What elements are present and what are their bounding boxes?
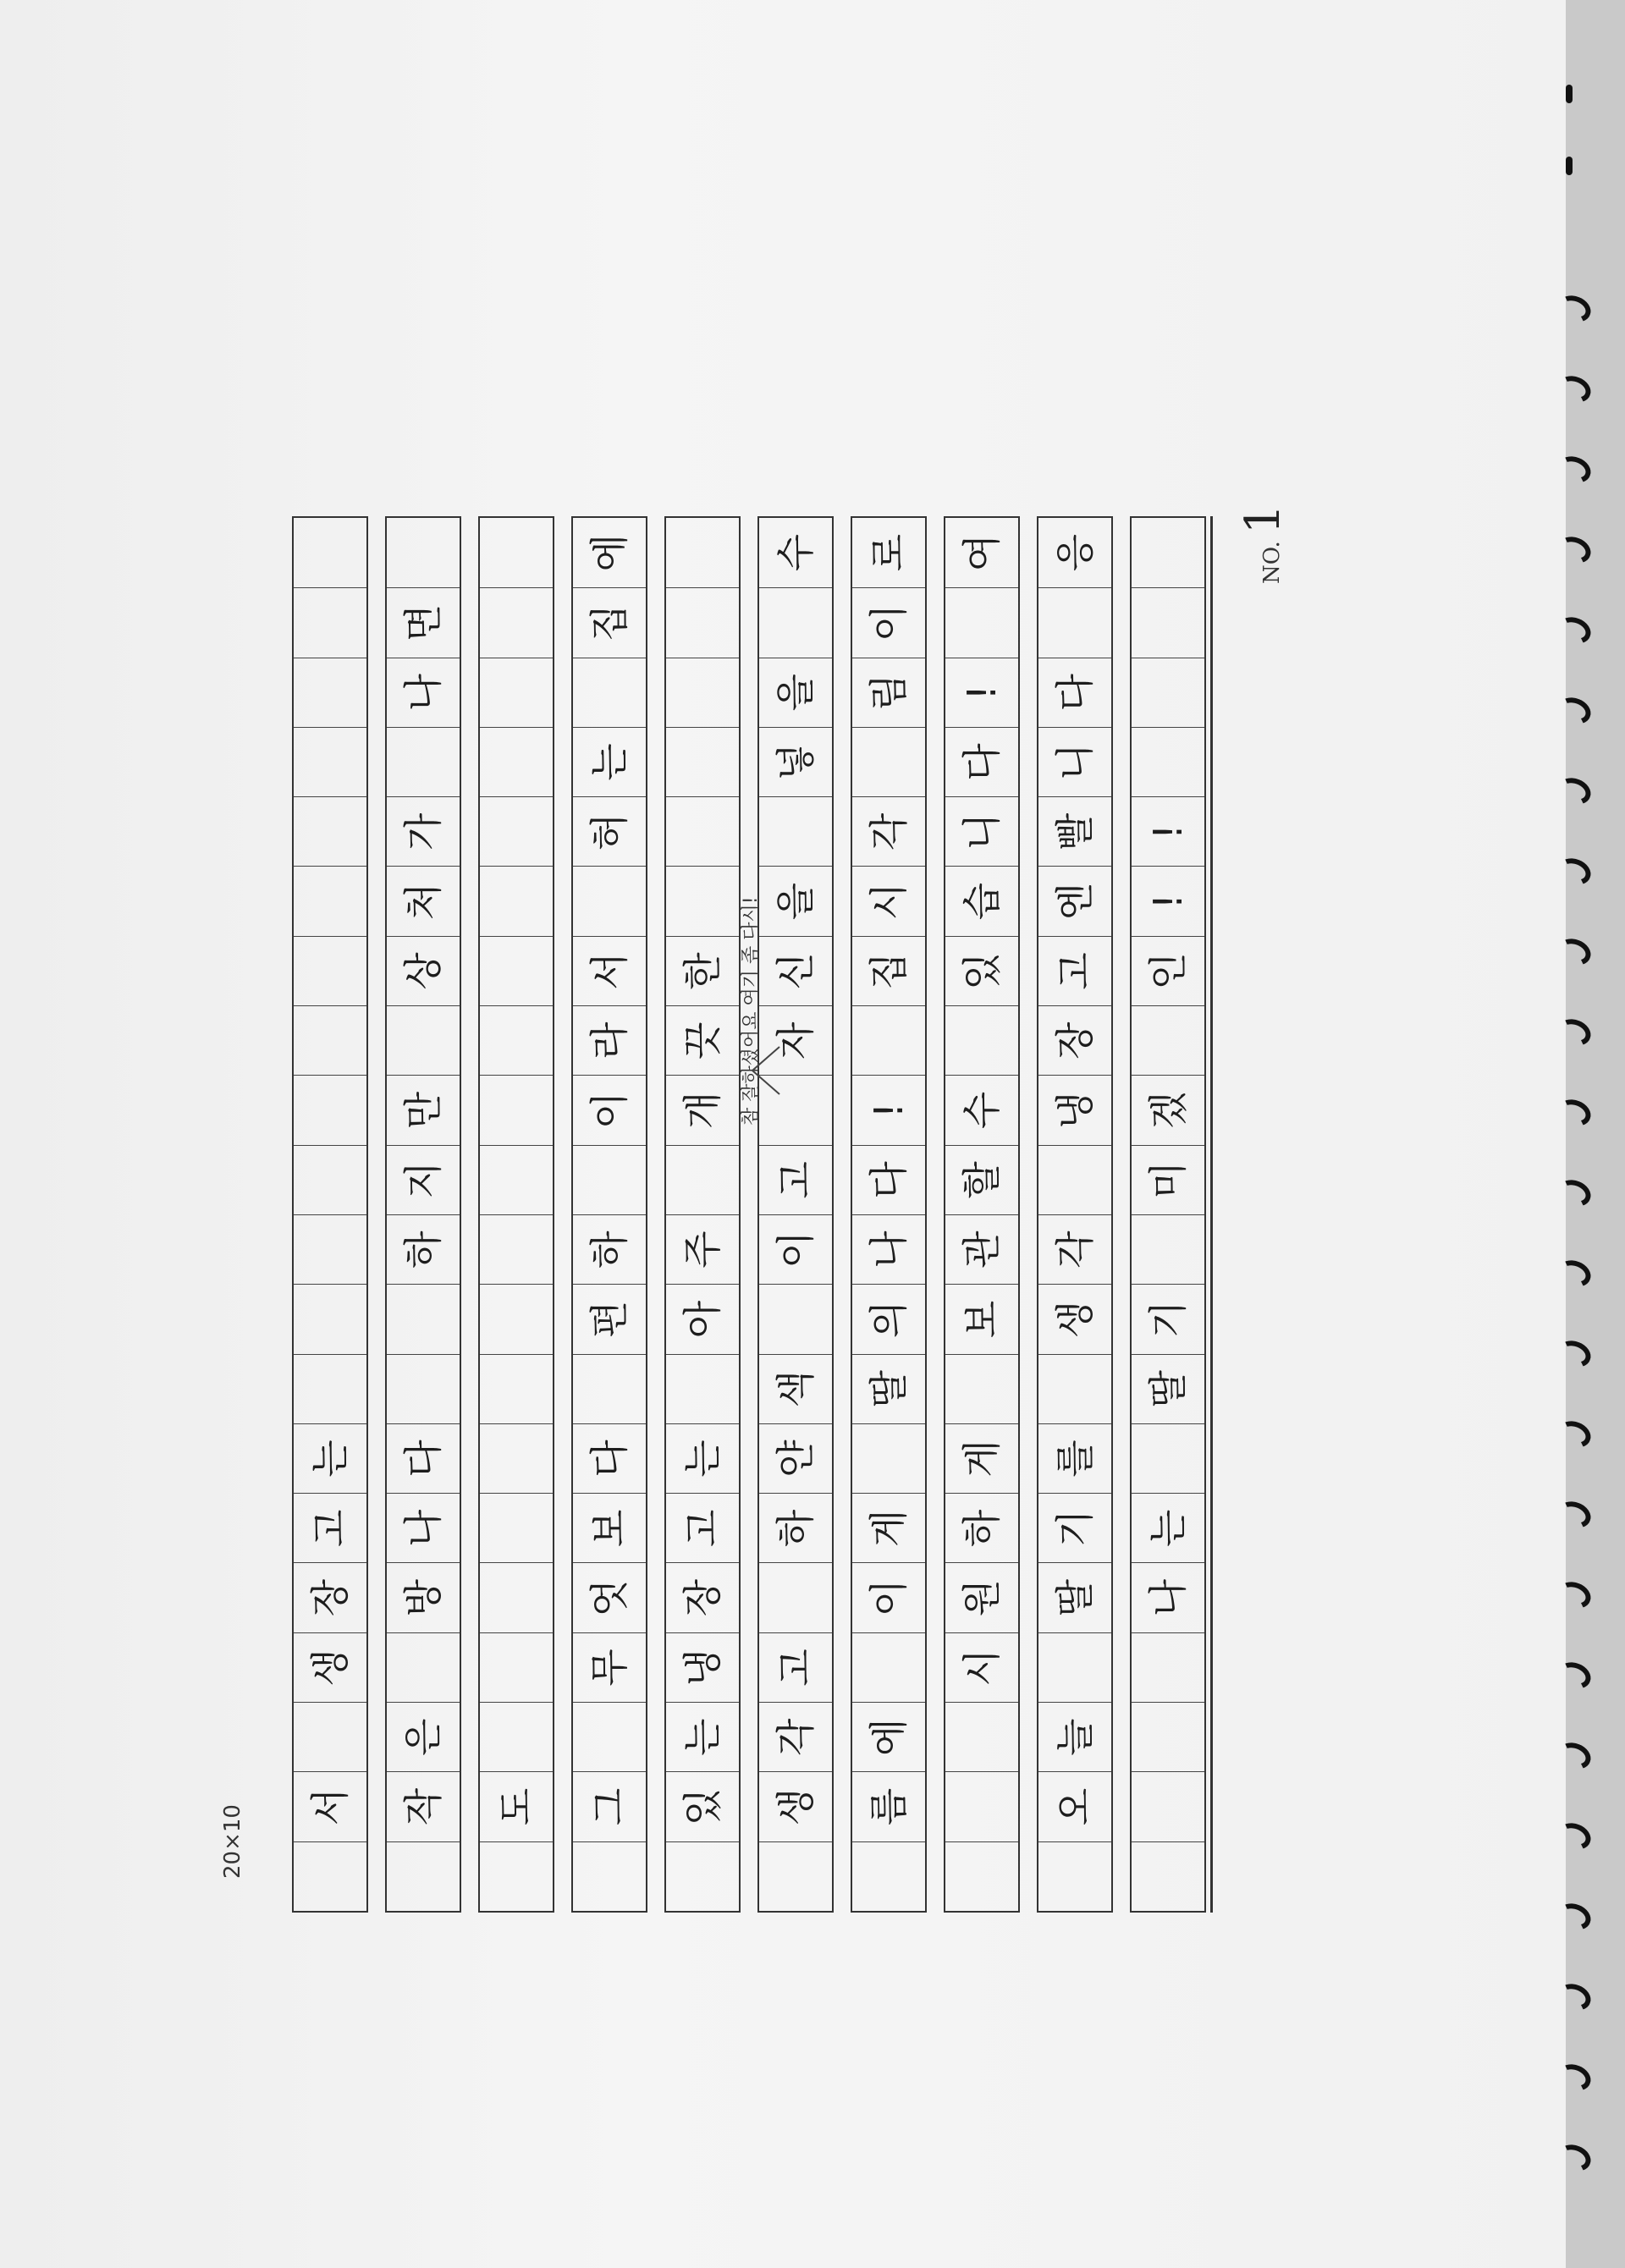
grid-cell [666, 1841, 739, 1911]
grid-cell: 이 [573, 1075, 646, 1144]
grid-cell [573, 658, 646, 727]
grid-cell [480, 867, 553, 936]
grid-row [292, 516, 368, 1913]
grid-cells [1038, 518, 1111, 1911]
grid-cell: 는 [666, 1423, 739, 1493]
grid-cell [1038, 1354, 1111, 1423]
page-number [1236, 504, 1291, 584]
grid-cell [294, 936, 366, 1005]
grid-cell [759, 1563, 832, 1632]
grid-cell [1132, 1702, 1204, 1771]
grid-cell [1038, 587, 1111, 657]
grid-cell: 방 [387, 1563, 460, 1632]
grid-cell [945, 1771, 1018, 1841]
grid-cell: 니 [1038, 727, 1111, 796]
grid-cell: 기 [1132, 1284, 1204, 1353]
grid-cell: 각 [1038, 1214, 1111, 1284]
grid-cell: 응 [1052, 533, 1098, 572]
grid-cell [480, 1075, 553, 1144]
grid-cell [852, 1005, 925, 1075]
grid-cells [294, 518, 366, 1911]
grid-cell [480, 658, 553, 727]
grid-cell [480, 936, 553, 1005]
grid-cell [480, 727, 553, 796]
grid-cell [1132, 1632, 1204, 1702]
grid-cell [294, 1075, 366, 1144]
grid-cell [573, 1702, 646, 1771]
grid-cell [666, 518, 739, 587]
grid-cell [387, 1354, 460, 1423]
grid-cell: 고 [294, 1493, 366, 1562]
grid-cell [1038, 1145, 1111, 1214]
grid-cell: 무 [573, 1632, 646, 1702]
grid-cells [573, 518, 646, 1911]
grid-cell: 작 [387, 1771, 460, 1841]
grid-cell: 이 [852, 1563, 925, 1632]
binding-ring [1554, 1015, 1595, 1050]
grid-cell: 보 [573, 1493, 646, 1562]
grid-cell: 림 [852, 658, 925, 727]
grid-cell: ! [1132, 867, 1204, 936]
grid-cell [294, 1214, 366, 1284]
grid-cell [1132, 1005, 1204, 1075]
grid-cells [945, 518, 1018, 1911]
grid-cell [480, 1284, 553, 1353]
grid-cell: 다 [945, 727, 1018, 796]
grid-cell: 는 [666, 1702, 739, 1771]
grid-cell [480, 1214, 553, 1284]
grid-cell: ! [852, 1075, 925, 1144]
grid-cell: 있 [945, 936, 1018, 1005]
binding-ring [1554, 1819, 1595, 1854]
binding-ring [1554, 613, 1595, 648]
grid-row [1037, 516, 1113, 1913]
grid-cell: 관 [945, 1214, 1018, 1284]
grid-cell: 얀 [759, 1423, 832, 1493]
grid-cell: 집 [573, 587, 646, 657]
grid-cell: 하 [573, 1214, 646, 1284]
grid-cell [294, 1354, 366, 1423]
binding-ring [1554, 2140, 1595, 2176]
grid-cell [480, 1563, 553, 1632]
grid-cells [480, 518, 553, 1911]
grid-cell: 다 [852, 1145, 925, 1214]
grid-cell: 나 [387, 1493, 460, 1562]
grid-cell: 고 [666, 1493, 739, 1562]
grid-cell [1132, 1841, 1204, 1911]
grid-cell: 고 [1038, 936, 1111, 1005]
grid-cell: 각 [759, 1702, 832, 1771]
grid-cell: 각 [852, 796, 925, 866]
grid-cell: 자 [759, 1005, 832, 1075]
binding-ring [1554, 1417, 1595, 1452]
grid-cell [294, 727, 366, 796]
grid-cell: 생 [1038, 1284, 1111, 1353]
grid-cell: 딸 [1132, 1354, 1204, 1423]
grid-cell [294, 518, 366, 587]
grid-cell [666, 727, 739, 796]
spiral-binding [1540, 0, 1625, 2268]
grid-cell [666, 1145, 739, 1214]
grid-cell: 미 [1132, 1145, 1204, 1214]
teacher-edit-note: 참 잘하셨어요 여기 좀 다시! [741, 896, 762, 1126]
grid-cell: 하 [945, 1493, 1018, 1562]
grid-cell [945, 1702, 1018, 1771]
grid-cell: 만 [387, 1075, 460, 1144]
grid-cell [294, 1284, 366, 1353]
grid-cell [945, 1841, 1018, 1911]
grid-cell [852, 1423, 925, 1493]
binding-stub [1566, 85, 1573, 103]
binding-ring [1554, 854, 1595, 889]
grid-cell [573, 1354, 646, 1423]
grid-cell: 라 [573, 1005, 646, 1075]
grid-cell: 를 [1038, 1423, 1111, 1493]
binding-ring [1554, 1256, 1595, 1291]
grid-cell: 가 [387, 796, 460, 866]
grid-cell [387, 518, 460, 587]
grid-cell [387, 1841, 460, 1911]
grid-cell: 하 [387, 1214, 460, 1284]
grid-cell: 을 [759, 658, 832, 727]
grid-cell [1132, 1423, 1204, 1493]
page-number-value: 1 [1236, 504, 1291, 535]
binding-ring [1554, 291, 1595, 327]
insertion-caret-icon [749, 1045, 783, 1096]
grid-cell [480, 1423, 553, 1493]
grid-cell: 신 [759, 936, 832, 1005]
grid-row [664, 516, 741, 1913]
binding-ring [1554, 1577, 1595, 1613]
binding-ring [1554, 452, 1595, 487]
grid-cell [480, 1632, 553, 1702]
grid-cell: 딸 [852, 1354, 925, 1423]
grid-cell: 원 [945, 1563, 1018, 1632]
grid-cell: 겠 [1132, 1075, 1204, 1144]
grid-cell: 면 [387, 587, 460, 657]
grid-cells [666, 518, 739, 1911]
grid-row [571, 516, 647, 1913]
grid-cell: 생 [759, 1771, 832, 1841]
grid-cell [294, 1005, 366, 1075]
grid-cell [945, 587, 1018, 657]
grid-cell [852, 1841, 925, 1911]
grid-cell: 수 [773, 533, 818, 572]
grid-cell [294, 587, 366, 657]
binding-ring [1554, 1738, 1595, 1774]
grid-cell: 오 [1038, 1771, 1111, 1841]
grid-cell: 에 [852, 1702, 925, 1771]
grid-cell [945, 1005, 1018, 1075]
grid-cell [480, 796, 553, 866]
grid-cell: 엔 [1038, 867, 1111, 936]
grid-row [757, 516, 834, 1913]
grid-cell: 냉 [666, 1632, 739, 1702]
grid-cell [294, 867, 366, 936]
grid-cell [480, 1005, 553, 1075]
grid-cell [387, 1005, 460, 1075]
grid-cell: 니 [945, 796, 1018, 866]
grid-cell: 고 [759, 1145, 832, 1214]
binding-ring [1554, 934, 1595, 970]
grid-cell: 늘 [1038, 1702, 1111, 1771]
grid-cell: 나 [387, 658, 460, 727]
grid-cell [480, 587, 553, 657]
grid-row [478, 516, 554, 1913]
grid-cell: 에 [587, 533, 632, 572]
binding-ring [1554, 1658, 1595, 1693]
grid-cell: 장 [1038, 1005, 1111, 1075]
grid-cell [294, 658, 366, 727]
grid-cell: 도 [480, 1771, 553, 1841]
grid-row [1130, 516, 1206, 1913]
grid-cell [294, 1841, 366, 1911]
grid-cell: 은 [387, 1702, 460, 1771]
grid-cell [480, 518, 553, 587]
grid-cell [759, 1841, 832, 1911]
grid-cell: 허 [573, 796, 646, 866]
binding-ring [1554, 1095, 1595, 1131]
grid-cell: 시 [945, 1632, 1018, 1702]
binding-ring [1554, 1175, 1595, 1211]
grid-cell [387, 727, 460, 796]
grid-cell: ! [1132, 796, 1204, 866]
binding-ring [1554, 773, 1595, 809]
grid-cell: 서 [573, 936, 646, 1005]
grid-cell [666, 867, 739, 936]
grid-cell: 할 [945, 1145, 1018, 1214]
grid-cell [1132, 587, 1204, 657]
grid-cell: 끗 [666, 1005, 739, 1075]
grid-cell: 게 [945, 1423, 1018, 1493]
grid-cells [387, 518, 460, 1911]
grid-size-label: 20×10 [220, 1804, 245, 1879]
grid-cells [759, 518, 832, 1911]
binding-ring [1554, 372, 1595, 407]
grid-cell: 다 [1038, 658, 1111, 727]
grid-cell: 고 [759, 1632, 832, 1702]
binding-ring [1554, 1336, 1595, 1372]
grid-cell: 있 [666, 1771, 739, 1841]
grid-cell [387, 1632, 460, 1702]
grid-cell [1132, 727, 1204, 796]
grid-cell [666, 658, 739, 727]
grid-cell: 이 [852, 587, 925, 657]
grid-cell: 넣 [759, 727, 832, 796]
grid-cell: 상 [387, 936, 460, 1005]
grid-cell: 다 [573, 1423, 646, 1493]
grid-cell [573, 1841, 646, 1911]
grid-row [851, 516, 927, 1913]
grid-cell [294, 796, 366, 866]
grid-cell: 하 [759, 1493, 832, 1562]
grid-cell [666, 796, 739, 866]
grid-cells [1132, 518, 1204, 1911]
grid-cell [759, 1284, 832, 1353]
grid-cell: 한 [666, 936, 739, 1005]
grid-cell [480, 1493, 553, 1562]
page-number-label: NO. [1259, 541, 1285, 584]
grid-cell: 색 [759, 1354, 832, 1423]
grid-cell: 개 [666, 1075, 739, 1144]
grid-cell [1132, 518, 1204, 587]
grid-cell: 는 [573, 727, 646, 796]
grid-cell: 생 [294, 1632, 366, 1702]
grid-cell [294, 1145, 366, 1214]
grid-cell [480, 1702, 553, 1771]
grid-cell [387, 1284, 460, 1353]
binding-ring [1554, 1979, 1595, 2015]
binding-ring [1554, 1497, 1595, 1533]
grid-cell [1038, 1632, 1111, 1702]
binding-ring [1554, 2060, 1595, 2095]
grid-cell [480, 1354, 553, 1423]
grid-cell [852, 727, 925, 796]
grid-cell: 나 [1132, 1563, 1204, 1632]
grid-cell [1132, 1214, 1204, 1284]
grid-cell: 시 [852, 867, 925, 936]
grid-cell: 그 [573, 1771, 646, 1841]
grid-cell [852, 1632, 925, 1702]
grid-cell: 집 [852, 936, 925, 1005]
grid-cell: 처 [387, 867, 460, 936]
grid-cell [1038, 1841, 1111, 1911]
grid-cell: ! [945, 658, 1018, 727]
grid-cell: 보 [945, 1284, 1018, 1353]
grid-cell: 주 [666, 1214, 739, 1284]
grid-cell [666, 1354, 739, 1423]
grid-cell: 딸 [1038, 1563, 1111, 1632]
grid-cell: 엇 [573, 1563, 646, 1632]
grid-cell [666, 587, 739, 657]
grid-cell: 지 [387, 1145, 460, 1214]
manuscript-sheet [220, 364, 1291, 1938]
grid-cell: 을 [759, 867, 832, 936]
grid-cell: 로 [866, 533, 912, 572]
grid-cell: 는 [294, 1423, 366, 1493]
grid-cell: 인 [1132, 936, 1204, 1005]
grid-cell [480, 1841, 553, 1911]
grid-cell [759, 587, 832, 657]
binding-ring [1554, 693, 1595, 729]
binding-ring [1554, 1899, 1595, 1935]
grid-cell: 장 [294, 1563, 366, 1632]
grid-cell: 장 [666, 1563, 739, 1632]
grid-cell: 게 [852, 1493, 925, 1562]
grid-cell: 아 [666, 1284, 739, 1353]
grid-cell: 빨 [1038, 796, 1111, 866]
grid-cell [573, 1145, 646, 1214]
grid-cell: 편 [573, 1284, 646, 1353]
binding-stub [1566, 157, 1573, 175]
grid-cell: 습 [945, 867, 1018, 936]
grid-cell: 나 [852, 1214, 925, 1284]
grid-cell [480, 1145, 553, 1214]
grid-cell [945, 1354, 1018, 1423]
grid-row [944, 516, 1020, 1913]
grid-cell: 름 [852, 1771, 925, 1841]
grid-cell: 여 [959, 533, 1005, 572]
grid-cell: 는 [1132, 1493, 1204, 1562]
grid-cell: 서 [294, 1771, 366, 1841]
grid-cell: 다 [387, 1423, 460, 1493]
grid-cell: 냉 [1038, 1075, 1111, 1144]
grid-cell: 기 [1038, 1493, 1111, 1562]
grid-cell [759, 796, 832, 866]
grid-cells [852, 518, 925, 1911]
grid-cell [1132, 658, 1204, 727]
grid-cell: 의 [852, 1284, 925, 1353]
header-rule [1210, 516, 1213, 1913]
grid-cell [1132, 1771, 1204, 1841]
grid-cell: 수 [945, 1075, 1018, 1144]
grid-cell [294, 1702, 366, 1771]
grid-cell [573, 867, 646, 936]
binding-ring [1554, 532, 1595, 568]
grid-cell: 이 [759, 1214, 832, 1284]
grid-row [385, 516, 461, 1913]
